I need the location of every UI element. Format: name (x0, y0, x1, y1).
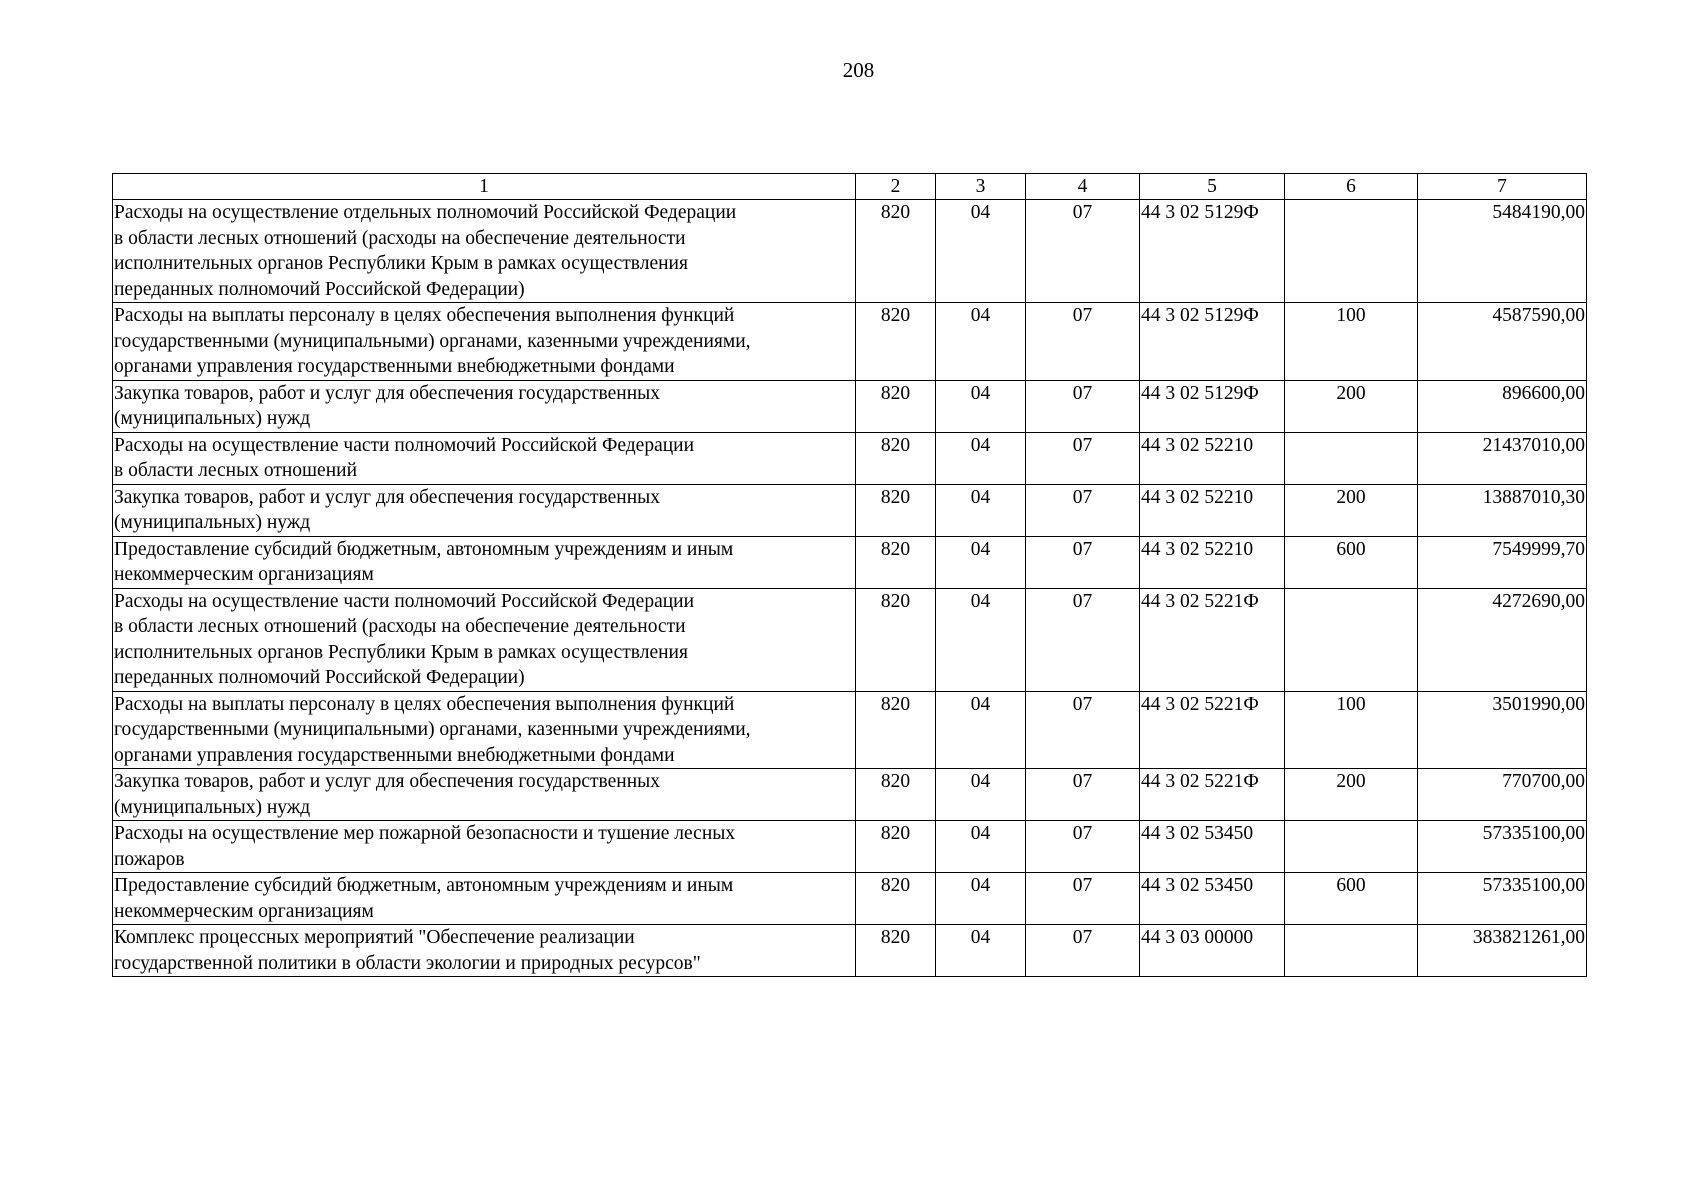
cell-grbs-code: 820 (856, 484, 936, 536)
description-line: пожаров (114, 848, 185, 870)
description-line: государственными (муниципальными) органами, казенными учреждениями, (114, 330, 751, 352)
column-header: 5 (1140, 174, 1285, 200)
description-line: некоммерческим организациям (114, 564, 374, 585)
page-number: 208 (842, 58, 875, 82)
column-header: 6 (1285, 174, 1418, 200)
table-row (113, 484, 1587, 536)
cell-expense-type (1285, 821, 1418, 873)
cell-target-article: 44 3 02 5129Ф (1140, 380, 1285, 432)
description-line: исполнительных органов Республики Крым в рамках осуществления (114, 641, 688, 663)
table-row (113, 303, 1587, 381)
row-description (113, 303, 856, 381)
table-row (113, 769, 1587, 821)
cell-subsection: 07 (1026, 925, 1140, 977)
description-line: Закупка товаров, работ и услуг для обеспечения государственных (114, 486, 661, 508)
row-description (113, 380, 856, 432)
cell-section: 04 (936, 769, 1026, 821)
table-row (113, 873, 1587, 925)
cell-expense-type: 200 (1285, 484, 1418, 536)
cell-grbs-code: 820 (856, 200, 936, 303)
description-line: в области лесных отношений (расходы на обеспечение деятельности (114, 616, 686, 637)
cell-subsection: 07 (1026, 691, 1140, 769)
row-description (113, 200, 856, 303)
description-line: переданных полномочий Российской Федерации) (114, 667, 525, 688)
cell-grbs-code: 820 (856, 691, 936, 769)
cell-subsection: 07 (1026, 484, 1140, 536)
cell-target-article: 44 3 02 5221Ф (1140, 588, 1285, 691)
table-row (113, 691, 1587, 769)
description-line: Расходы на осуществление мер пожарной безопасности и тушение лесных (114, 823, 736, 844)
cell-expense-type (1285, 588, 1418, 691)
description-line: в области лесных отношений (расходы на обеспечение деятельности (114, 227, 686, 249)
description-line: некоммерческим организациям (114, 900, 374, 922)
cell-expense-type: 100 (1285, 303, 1418, 381)
description-line: Расходы на осуществление части полномочий Российской Федерации (114, 434, 695, 456)
row-description (113, 925, 856, 977)
cell-expense-type (1285, 925, 1418, 977)
cell-section: 04 (936, 821, 1026, 873)
cell-amount: 7549999,70 (1418, 536, 1587, 588)
column-header: 1 (113, 174, 856, 200)
description-line: Закупка товаров, работ и услуг для обеспечения государственных (114, 382, 661, 404)
cell-subsection: 07 (1026, 873, 1140, 925)
cell-amount: 13887010,30 (1418, 484, 1587, 536)
row-description (113, 588, 856, 691)
cell-section: 04 (936, 873, 1026, 925)
cell-amount: 4587590,00 (1418, 303, 1587, 381)
cell-expense-type: 200 (1285, 380, 1418, 432)
cell-section: 04 (936, 432, 1026, 484)
cell-section: 04 (936, 536, 1026, 588)
cell-amount: 896600,00 (1418, 380, 1587, 432)
cell-amount: 383821261,00 (1418, 925, 1587, 977)
cell-target-article: 44 3 03 00000 (1140, 925, 1285, 977)
cell-target-article: 44 3 02 52210 (1140, 432, 1285, 484)
cell-subsection: 07 (1026, 303, 1140, 381)
row-description (113, 691, 856, 769)
cell-grbs-code: 820 (856, 769, 936, 821)
cell-target-article: 44 3 02 52210 (1140, 484, 1285, 536)
cell-grbs-code: 820 (856, 873, 936, 925)
table-row (113, 925, 1587, 977)
table-row (113, 200, 1587, 303)
table-body (113, 200, 1587, 977)
header-row (113, 174, 1587, 200)
cell-grbs-code: 820 (856, 432, 936, 484)
cell-grbs-code: 820 (856, 303, 936, 381)
cell-amount: 4272690,00 (1418, 588, 1587, 691)
description-line: Предоставление субсидий бюджетным, автономным учреждениям и иным (114, 538, 734, 560)
cell-target-article: 44 3 02 5221Ф (1140, 769, 1285, 821)
description-line: исполнительных органов Республики Крым в рамках осуществления (114, 253, 688, 274)
description-line: Расходы на осуществление отдельных полномочий Российской Федерации (114, 202, 737, 223)
description-line: Комплекс процессных мероприятий "Обеспечение реализации (114, 927, 635, 948)
cell-subsection: 07 (1026, 200, 1140, 303)
cell-expense-type (1285, 432, 1418, 484)
description-line: органами управления государственными внебюджетными фондами (114, 744, 675, 766)
cell-target-article: 44 3 02 53450 (1140, 873, 1285, 925)
description-line: Расходы на осуществление части полномочий Российской Федерации (114, 590, 695, 612)
cell-section: 04 (936, 380, 1026, 432)
cell-subsection: 07 (1026, 769, 1140, 821)
cell-subsection: 07 (1026, 432, 1140, 484)
cell-grbs-code: 820 (856, 380, 936, 432)
column-header: 7 (1418, 174, 1587, 200)
table-header (113, 174, 1587, 200)
cell-expense-type: 200 (1285, 769, 1418, 821)
cell-subsection: 07 (1026, 380, 1140, 432)
description-line: переданных полномочий Российской Федерации) (114, 278, 525, 300)
cell-expense-type: 600 (1285, 873, 1418, 925)
cell-amount: 3501990,00 (1418, 691, 1587, 769)
row-description (113, 769, 856, 821)
description-line: (муниципальных) нужд (114, 512, 311, 533)
description-line: (муниципальных) нужд (114, 408, 311, 429)
cell-amount: 5484190,00 (1418, 200, 1587, 303)
description-line: государственной политики в области экологии и природных ресурсов" (114, 952, 701, 974)
row-description (113, 536, 856, 588)
budget-table (112, 173, 1587, 977)
row-description (113, 821, 856, 873)
column-header: 2 (856, 174, 936, 200)
cell-section: 04 (936, 303, 1026, 381)
table-row (113, 536, 1587, 588)
description-line: Расходы на выплаты персоналу в целях обеспечения выполнения функций (114, 693, 735, 715)
row-description (113, 873, 856, 925)
cell-subsection: 07 (1026, 588, 1140, 691)
description-line: Закупка товаров, работ и услуг для обеспечения государственных (114, 771, 661, 792)
cell-target-article: 44 3 02 5129Ф (1140, 200, 1285, 303)
table-row (113, 588, 1587, 691)
table-row (113, 380, 1587, 432)
cell-amount: 770700,00 (1418, 769, 1587, 821)
cell-section: 04 (936, 925, 1026, 977)
description-line: Расходы на выплаты персоналу в целях обеспечения выполнения функций (114, 305, 735, 326)
cell-section: 04 (936, 484, 1026, 536)
cell-expense-type: 100 (1285, 691, 1418, 769)
description-line: государственными (муниципальными) органами, казенными учреждениями, (114, 719, 751, 740)
column-header: 4 (1026, 174, 1140, 200)
cell-target-article: 44 3 02 5221Ф (1140, 691, 1285, 769)
cell-subsection: 07 (1026, 536, 1140, 588)
cell-target-article: 44 3 02 53450 (1140, 821, 1285, 873)
description-line: в области лесных отношений (114, 460, 358, 481)
cell-expense-type: 600 (1285, 536, 1418, 588)
cell-section: 04 (936, 588, 1026, 691)
description-line: (муниципальных) нужд (114, 796, 311, 818)
cell-subsection: 07 (1026, 821, 1140, 873)
description-line: Предоставление субсидий бюджетным, автономным учреждениям и иным (114, 875, 734, 896)
cell-amount: 57335100,00 (1418, 821, 1587, 873)
row-description (113, 432, 856, 484)
column-header: 3 (936, 174, 1026, 200)
cell-section: 04 (936, 691, 1026, 769)
row-description (113, 484, 856, 536)
cell-amount: 21437010,00 (1418, 432, 1587, 484)
table-row (113, 821, 1587, 873)
cell-expense-type (1285, 200, 1418, 303)
description-line: органами управления государственными внебюджетными фондами (114, 356, 675, 377)
table-row (113, 432, 1587, 484)
cell-grbs-code: 820 (856, 925, 936, 977)
cell-grbs-code: 820 (856, 821, 936, 873)
cell-grbs-code: 820 (856, 588, 936, 691)
cell-grbs-code: 820 (856, 536, 936, 588)
cell-amount: 57335100,00 (1418, 873, 1587, 925)
cell-target-article: 44 3 02 5129Ф (1140, 303, 1285, 381)
cell-section: 04 (936, 200, 1026, 303)
cell-target-article: 44 3 02 52210 (1140, 536, 1285, 588)
